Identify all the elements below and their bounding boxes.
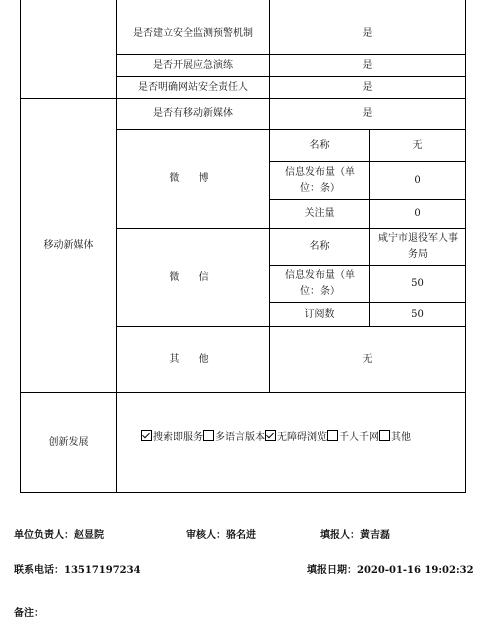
wechat-posts-label: 信息发布量（单位：条） [285,270,355,297]
unit-head: 单位负责人：赵显院 [14,530,104,541]
weibo-label: 微 博 [169,173,217,184]
table-border-right [465,0,466,493]
has-mobile-label: 是否有移动新媒体 [153,108,233,119]
checkbox-search-service[interactable] [141,430,152,441]
table-border-bottom [20,492,466,493]
weibo-name-value: 无 [412,139,423,151]
wechat-label: 微 信 [169,271,217,283]
wechat-subs-value: 50 [411,308,424,320]
security-officer-value: 是 [362,81,373,93]
innovation-label: 创新发展 [48,436,89,448]
emergency-drill-value: 是 [362,59,373,71]
reviewer: 审核人：骆名进 [186,530,256,541]
wechat-name-value: 咸宁市退役军人事务局 [378,233,458,260]
wechat-subs-label: 订阅数 [304,308,335,320]
option-label: 其他 [391,431,411,443]
weibo-name-label: 名称 [309,139,330,151]
checkbox-other[interactable] [379,430,390,441]
option-label: 千人千网 [339,431,379,443]
checkbox-accessibility[interactable] [265,430,276,441]
innovation-options [141,428,411,442]
security-officer-label: 是否明确网站安全责任人 [138,81,248,93]
weibo-posts-value: 0 [414,174,421,186]
weibo-follow-label: 关注量 [304,208,335,219]
other-label: 其 他 [169,353,217,365]
checkbox-multilingual[interactable] [203,430,214,441]
has-mobile-value: 是 [362,108,373,119]
checkbox-personalized[interactable] [327,430,338,441]
other-value: 无 [362,353,373,365]
weibo-posts-label: 信息发布量（单位：条） [285,166,355,194]
fill-date: 填报日期：2020-01-16 19:02:32 [307,565,474,576]
option-label: 多语言版本 [215,431,265,443]
emergency-drill-label: 是否开展应急演练 [153,59,233,71]
option-label: 搜索即服务 [153,431,203,443]
wechat-posts-value: 50 [411,278,424,289]
remark: 备注： [14,608,44,619]
weibo-follow-value: 0 [414,208,421,219]
monitor-warning-value: 是 [362,28,373,39]
contact-phone: 联系电话：13517197234 [14,565,141,576]
mobile-section-label: 移动新媒体 [43,239,94,251]
wechat-name-label: 名称 [309,241,330,252]
monitor-warning-label: 是否建立安全监测预警机制 [133,28,253,39]
filler: 填报人：黄吉磊 [320,530,390,541]
option-label: 无障碍浏览 [277,431,327,443]
